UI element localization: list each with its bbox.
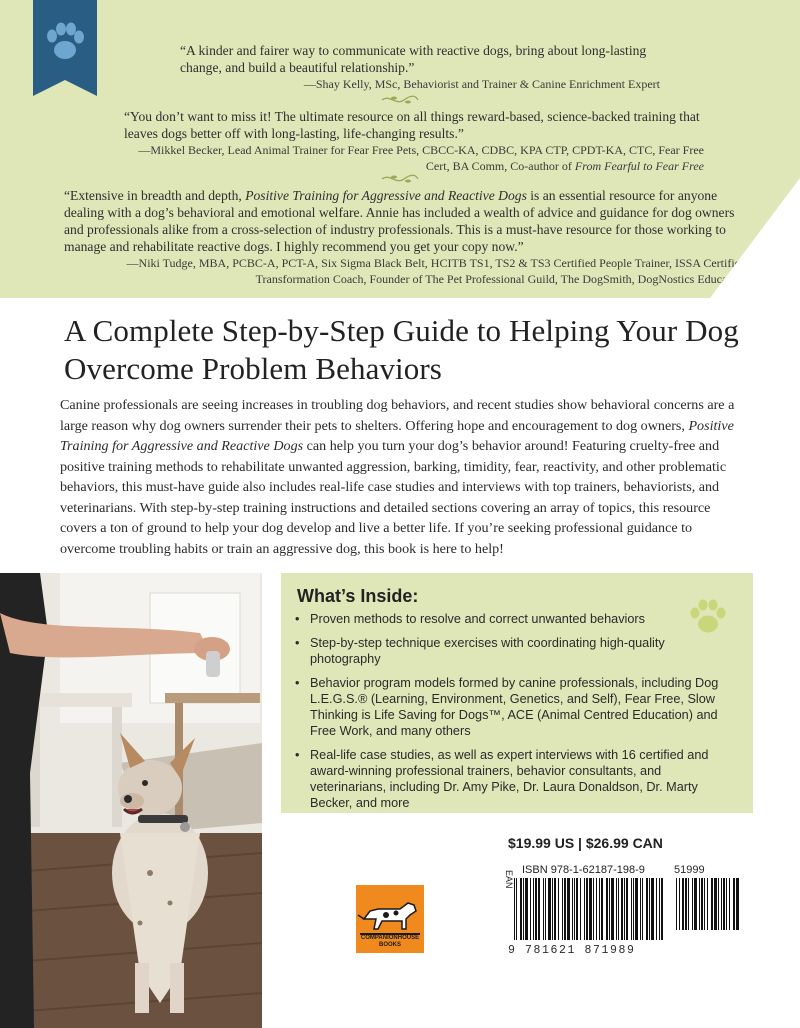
- testimonials-band: [0, 0, 800, 298]
- intro-paragraph: Canine professionals are seeing increases in troubling dog behaviors, and recent studies show behavioral concerns are a large reason why dog owners surrender their pets to shelters. Offering hope and encouragement to dog owners, Positive Training for Aggressive and Reactive Dogs can help you turn your dog’s behavior around! Featuring cruelty-free and positive training methods to rehabilitate unwanted aggression, barking, timidity, fear, reactivity, and other problematic behaviors, this must-have guide also includes real-life case studies and interviews with top trainers, behaviorists, and veterinarians. With step-by-step training instructions and detailed sections covering an array of topics, this resource covers a ton of ground to help your dog develop and live a better life. If you’re seeking professional guidance to overcome troubling habits or train an aggressive dog, this book is here to help!: [60, 397, 735, 557]
- vine-divider-icon: [380, 173, 420, 185]
- ean-label: EAN: [504, 870, 514, 889]
- isbn-barcode: [502, 862, 742, 958]
- pointer-dog-icon: [356, 889, 424, 939]
- publisher-logo: [356, 885, 424, 953]
- quote-text: “A kinder and fairer way to communicate with reactive dogs, bring about long-lasting change, and build a beautiful relationship.”: [180, 43, 647, 75]
- quote-attribution: —Mikkel Becker, Lead Animal Trainer for Fear Free Pets, CBCC-KA, CDBC, KPA CTP, CPDT-KA, CTC, Fear Free Cert, BA Comm, Co-author of From Fearful to Fear Free: [138, 143, 704, 173]
- dog-training-photo: [0, 573, 262, 1028]
- publisher-name: COMPANIONHOUSE BOOKS: [360, 935, 420, 948]
- list-item: • Real-life case studies, as well as expert interviews with 16 certified and award-winning professional trainers, behavior consultants, and veterinarians, including Dr. Amy Pike, Dr. Laura Donaldson, Dr. Marty Becker, and more: [295, 747, 740, 811]
- quote-text: “You don’t want to miss it! The ultimate resource on all things reward-based, science-backed training that leaves dogs better off with long-lasting, life-changing results.”: [124, 109, 700, 141]
- quote-attribution: —Shay Kelly, MSc, Behaviorist and Trainer & Canine Enrichment Expert: [303, 77, 660, 91]
- quote-attribution: —Niki Tudge, MBA, PCBC-A, PCT-A, Six Sigma Black Belt, HCITB TS1, TS2 & TS3 Certified People Trainer, ISSA Certified Transformation Coach, Founder of The Pet Professional Guild, The DogSmith, DogNostics Education: [126, 256, 746, 286]
- testimonial-quote-1: [180, 42, 660, 92]
- whats-inside-list: [295, 611, 740, 819]
- headline: A Complete Step-by-Step Guide to Helping Your Dog Overcome Problem Behaviors: [64, 313, 739, 386]
- price-label: $19.99 US | $26.99 CAN: [508, 835, 663, 851]
- whats-inside-box: [281, 573, 753, 813]
- barcode-bars-icon: [514, 878, 740, 944]
- vine-divider-icon: [380, 94, 420, 106]
- testimonial-quote-2: [124, 108, 704, 174]
- paw-ribbon-icon: [33, 0, 97, 96]
- barcode-digits: 9 781621 871989: [508, 944, 636, 957]
- isbn-number: ISBN 978-1-62187-198-9: [522, 864, 645, 876]
- list-item: • Proven methods to resolve and correct unwanted behaviors: [295, 611, 695, 627]
- list-item: • Step-by-step technique exercises with coordinating high-quality photography: [295, 635, 675, 667]
- whats-inside-title: What’s Inside:: [297, 586, 419, 606]
- testimonial-quote-3: [64, 187, 746, 287]
- barcode-addon-number: 51999: [674, 864, 705, 876]
- quote-text: “Extensive in breadth and depth, Positive Training for Aggressive and Reactive Dogs is an essential resource for anyone dealing with a dog’s behavioral and emotional welfare. Annie has included a wealth of advice and guidance for dog owners and professionals alike from a cross-selection of industry professionals. This is a must-have resource for those working to manage and rehabilitate reactive dogs. I highly recommend you get your copy now.”: [64, 188, 735, 254]
- corner-cut: [710, 178, 800, 298]
- list-item: • Behavior program models formed by canine professionals, including Dog L.E.G.S.® (Learning, Environment, Genetics, and Self), Fear Free, Slow Thinking is Life Saving for Dogs™, ACE (Animal Centred Education) and Free Work, and many others: [295, 675, 740, 739]
